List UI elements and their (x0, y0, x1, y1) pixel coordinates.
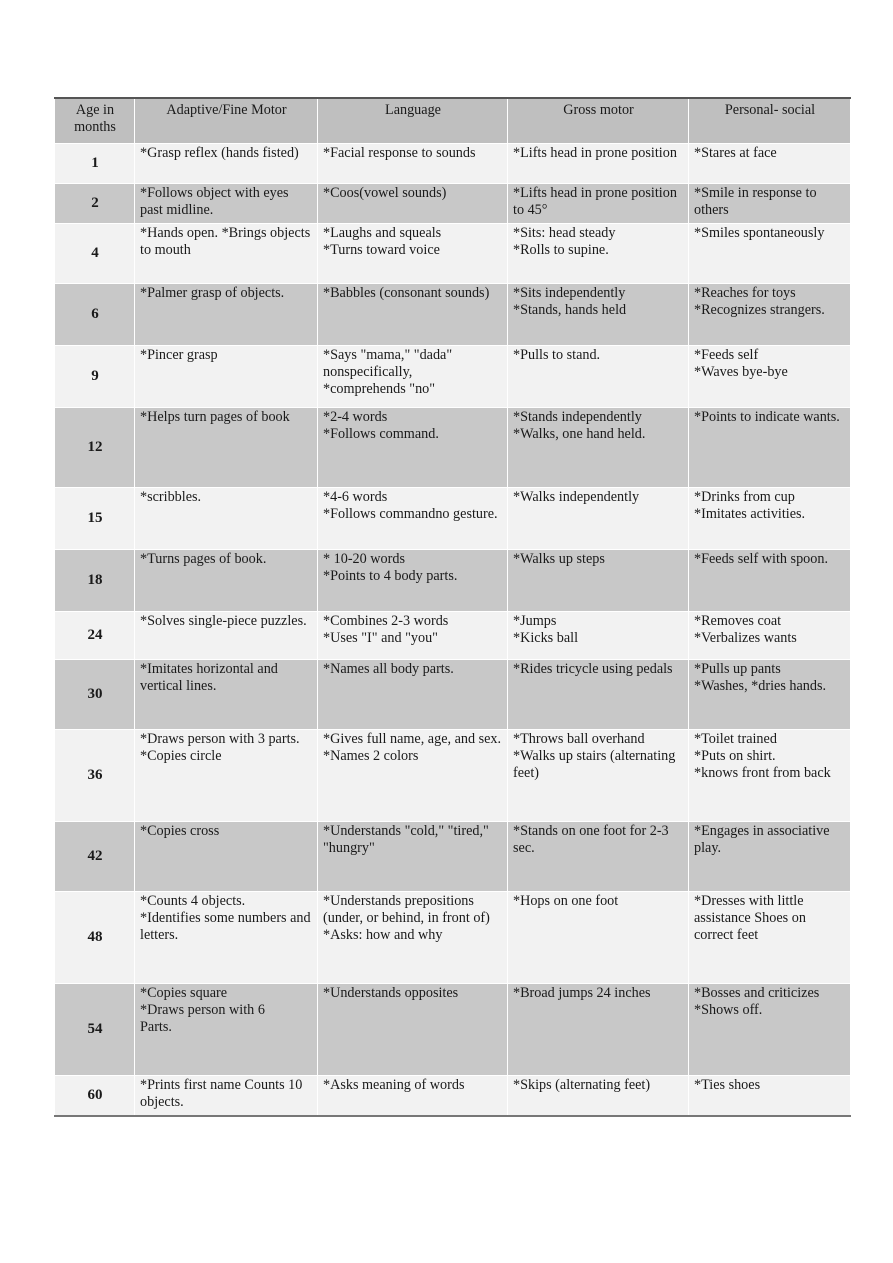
cell-line: *knows front from back (694, 765, 831, 782)
cell-gross-motor (508, 984, 689, 1076)
cell-line: *Asks meaning of words (323, 1077, 465, 1093)
cell-line: *Understands "cold," "tired," "hungry" (323, 823, 489, 857)
cell-line: *2-4 words (323, 409, 388, 425)
table-row (55, 730, 851, 822)
cell-line: *Names 2 colors (323, 748, 419, 765)
table-row (55, 984, 851, 1076)
cell-line: *Coos(vowel sounds) (323, 185, 447, 201)
cell-personal-social (689, 612, 851, 660)
cell-line: *Pulls to stand. (513, 347, 601, 363)
table-row (55, 184, 851, 224)
cell-line: *Hops on one foot (513, 893, 619, 909)
cell-line: *Verbalizes wants (694, 630, 797, 647)
cell-gross-motor (508, 1076, 689, 1116)
cell-line: *Draws person with 6 (140, 1002, 265, 1019)
cell-line: *Sits independently (513, 285, 626, 301)
cell-age: 6 (55, 284, 135, 346)
cell-personal-social (689, 1076, 851, 1116)
cell-line: *Stands independently (513, 409, 642, 425)
cell-personal-social (689, 224, 851, 284)
cell-age: 18 (55, 550, 135, 612)
cell-gross-motor (508, 408, 689, 488)
cell-line: *Follows command. (323, 426, 439, 443)
cell-fine-motor (135, 144, 318, 184)
table-row (55, 822, 851, 892)
cell-fine-motor (135, 346, 318, 408)
cell-personal-social (689, 488, 851, 550)
cell-line: *Smiles spontaneously (694, 225, 825, 241)
cell-line: *Lifts head in prone position (513, 145, 677, 161)
cell-line: *Engages in associative play. (694, 823, 830, 857)
cell-line: *Feeds self with spoon. (694, 551, 828, 567)
cell-line: *Waves bye-bye (694, 364, 788, 381)
cell-line: Parts. (140, 1019, 172, 1036)
cell-line: *Throws ball overhand (513, 731, 645, 747)
table-row (55, 892, 851, 984)
cell-language (318, 730, 508, 822)
header-gross-motor: Gross motor (508, 98, 689, 144)
cell-age: 12 (55, 408, 135, 488)
cell-personal-social (689, 144, 851, 184)
cell-gross-motor (508, 550, 689, 612)
cell-line: *Toilet trained (694, 731, 777, 747)
cell-line: *Points to 4 body parts. (323, 568, 458, 585)
cell-language (318, 144, 508, 184)
table-row (55, 346, 851, 408)
cell-line: *Understands opposites (323, 985, 459, 1001)
cell-language (318, 488, 508, 550)
table-row (55, 660, 851, 730)
cell-language (318, 346, 508, 408)
cell-line: *Ties shoes (694, 1077, 761, 1093)
cell-fine-motor (135, 612, 318, 660)
table-row (55, 550, 851, 612)
development-milestones-table (54, 97, 851, 1117)
cell-personal-social (689, 892, 851, 984)
table-row (55, 1076, 851, 1116)
table-body (55, 144, 851, 1116)
cell-language (318, 984, 508, 1076)
cell-line: *Walks, one hand held. (513, 426, 646, 443)
cell-gross-motor (508, 822, 689, 892)
cell-fine-motor (135, 730, 318, 822)
cell-line: *Follows commandno gesture. (323, 506, 498, 523)
cell-line: *Asks: how and why (323, 927, 443, 944)
cell-line: *Combines 2-3 words (323, 613, 449, 629)
cell-line: *Uses "I" and "you" (323, 630, 438, 647)
cell-line: *Babbles (consonant sounds) (323, 285, 490, 301)
table-row (55, 612, 851, 660)
cell-language (318, 822, 508, 892)
cell-line: *Walks up stairs (alternating feet) (513, 748, 676, 782)
cell-language (318, 660, 508, 730)
cell-gross-motor (508, 284, 689, 346)
cell-fine-motor (135, 550, 318, 612)
cell-language (318, 1076, 508, 1116)
cell-line: *Understands prepositions (under, or behind, in front of) (323, 893, 490, 927)
cell-line: *Copies cross (140, 823, 220, 839)
cell-personal-social (689, 184, 851, 224)
cell-line: *Follows object with eyes past midline. (140, 185, 289, 219)
cell-line: *Puts on shirt. (694, 748, 776, 765)
table-row (55, 144, 851, 184)
cell-line: *Grasp reflex (hands fisted) (140, 145, 299, 161)
cell-line: *Gives full name, age, and sex. (323, 731, 502, 747)
cell-line: *Palmer grasp of objects. (140, 285, 285, 301)
cell-line: *Stands, hands held (513, 302, 627, 319)
cell-line: *Pincer grasp (140, 347, 218, 363)
cell-line: *Turns pages of book. (140, 551, 267, 567)
cell-line: *Walks independently (513, 489, 640, 505)
cell-line: *Points to indicate wants. (694, 409, 840, 425)
cell-line: *Imitates activities. (694, 506, 806, 523)
cell-age: 9 (55, 346, 135, 408)
cell-age: 1 (55, 144, 135, 184)
cell-line: *scribbles. (140, 489, 202, 505)
cell-fine-motor (135, 284, 318, 346)
cell-line: *Kicks ball (513, 630, 579, 647)
cell-line: *Names all body parts. (323, 661, 454, 677)
cell-line: *Facial response to sounds (323, 145, 476, 161)
cell-gross-motor (508, 660, 689, 730)
cell-line: *Reaches for toys (694, 285, 796, 301)
cell-line: *Walks up steps (513, 551, 605, 567)
cell-line: *4-6 words (323, 489, 388, 505)
cell-language (318, 892, 508, 984)
table-header (55, 98, 851, 144)
cell-fine-motor (135, 984, 318, 1076)
cell-line: *Jumps (513, 613, 557, 629)
cell-line: *Smile in response to others (694, 185, 817, 219)
cell-fine-motor (135, 1076, 318, 1116)
cell-line: * 10-20 words (323, 551, 405, 567)
cell-line: *Imitates horizontal and vertical lines. (140, 661, 278, 695)
cell-line: *Counts 4 objects. (140, 893, 246, 909)
cell-fine-motor (135, 892, 318, 984)
cell-line: *Draws person with 3 parts. (140, 731, 300, 747)
cell-personal-social (689, 730, 851, 822)
header-age: Age in months (55, 98, 135, 144)
cell-gross-motor (508, 488, 689, 550)
cell-gross-motor (508, 892, 689, 984)
cell-line: *Pulls up pants (694, 661, 781, 677)
cell-personal-social (689, 284, 851, 346)
header-row (55, 98, 851, 144)
cell-age: 54 (55, 984, 135, 1076)
table-row (55, 224, 851, 284)
cell-age: 15 (55, 488, 135, 550)
cell-age: 60 (55, 1076, 135, 1116)
cell-language (318, 408, 508, 488)
cell-line: *Laughs and squeals (323, 225, 442, 241)
table-row (55, 284, 851, 346)
cell-gross-motor (508, 612, 689, 660)
cell-line: *comprehends "no" (323, 381, 436, 398)
cell-age: 4 (55, 224, 135, 284)
cell-fine-motor (135, 822, 318, 892)
cell-line: *Turns toward voice (323, 242, 440, 259)
cell-fine-motor (135, 660, 318, 730)
header-personal-social: Personal- social (689, 98, 851, 144)
cell-gross-motor (508, 730, 689, 822)
cell-personal-social (689, 660, 851, 730)
cell-line: *Copies circle (140, 748, 222, 765)
cell-fine-motor (135, 488, 318, 550)
cell-line: *Skips (alternating feet) (513, 1077, 651, 1093)
cell-age: 2 (55, 184, 135, 224)
cell-line: *Sits: head steady (513, 225, 616, 241)
cell-line: *Says "mama," "dada" nonspecifically, (323, 347, 453, 381)
cell-line: *Identifies some numbers and letters. (140, 910, 311, 944)
cell-line: *Hands open. *Brings objects to mouth (140, 225, 311, 259)
header-language: Language (318, 98, 508, 144)
cell-fine-motor (135, 224, 318, 284)
cell-line: *Broad jumps 24 inches (513, 985, 651, 1001)
cell-line: *Stares at face (694, 145, 777, 161)
cell-age: 24 (55, 612, 135, 660)
cell-gross-motor (508, 224, 689, 284)
cell-line: *Drinks from cup (694, 489, 795, 505)
cell-gross-motor (508, 144, 689, 184)
cell-line: *Copies square (140, 985, 228, 1001)
cell-line: *Bosses and criticizes (694, 985, 820, 1001)
cell-line: *Stands on one foot for 2-3 sec. (513, 823, 669, 857)
cell-line: *Shows off. (694, 1002, 763, 1019)
cell-line: *Feeds self (694, 347, 759, 363)
cell-age: 48 (55, 892, 135, 984)
cell-language (318, 224, 508, 284)
cell-line: *Helps turn pages of book (140, 409, 290, 425)
table-row (55, 408, 851, 488)
cell-line: *Rides tricycle using pedals (513, 661, 673, 677)
cell-gross-motor (508, 346, 689, 408)
cell-personal-social (689, 984, 851, 1076)
cell-personal-social (689, 346, 851, 408)
header-fine-motor: Adaptive/Fine Motor (135, 98, 318, 144)
cell-line: *Recognizes strangers. (694, 302, 825, 319)
cell-line: *Lifts head in prone position to 45° (513, 185, 677, 219)
cell-fine-motor (135, 184, 318, 224)
cell-language (318, 184, 508, 224)
cell-personal-social (689, 550, 851, 612)
cell-personal-social (689, 408, 851, 488)
cell-line: *Rolls to supine. (513, 242, 609, 259)
cell-line: *Solves single-piece puzzles. (140, 613, 307, 629)
cell-line: *Dresses with little assistance Shoes on correct feet (694, 893, 806, 944)
cell-language (318, 612, 508, 660)
cell-age: 42 (55, 822, 135, 892)
cell-line: *Prints first name Counts 10 objects. (140, 1077, 303, 1111)
cell-personal-social (689, 822, 851, 892)
cell-age: 36 (55, 730, 135, 822)
table-row (55, 488, 851, 550)
cell-age: 30 (55, 660, 135, 730)
cell-language (318, 550, 508, 612)
cell-language (318, 284, 508, 346)
cell-gross-motor (508, 184, 689, 224)
cell-line: *Washes, *dries hands. (694, 678, 827, 695)
cell-fine-motor (135, 408, 318, 488)
cell-line: *Removes coat (694, 613, 782, 629)
